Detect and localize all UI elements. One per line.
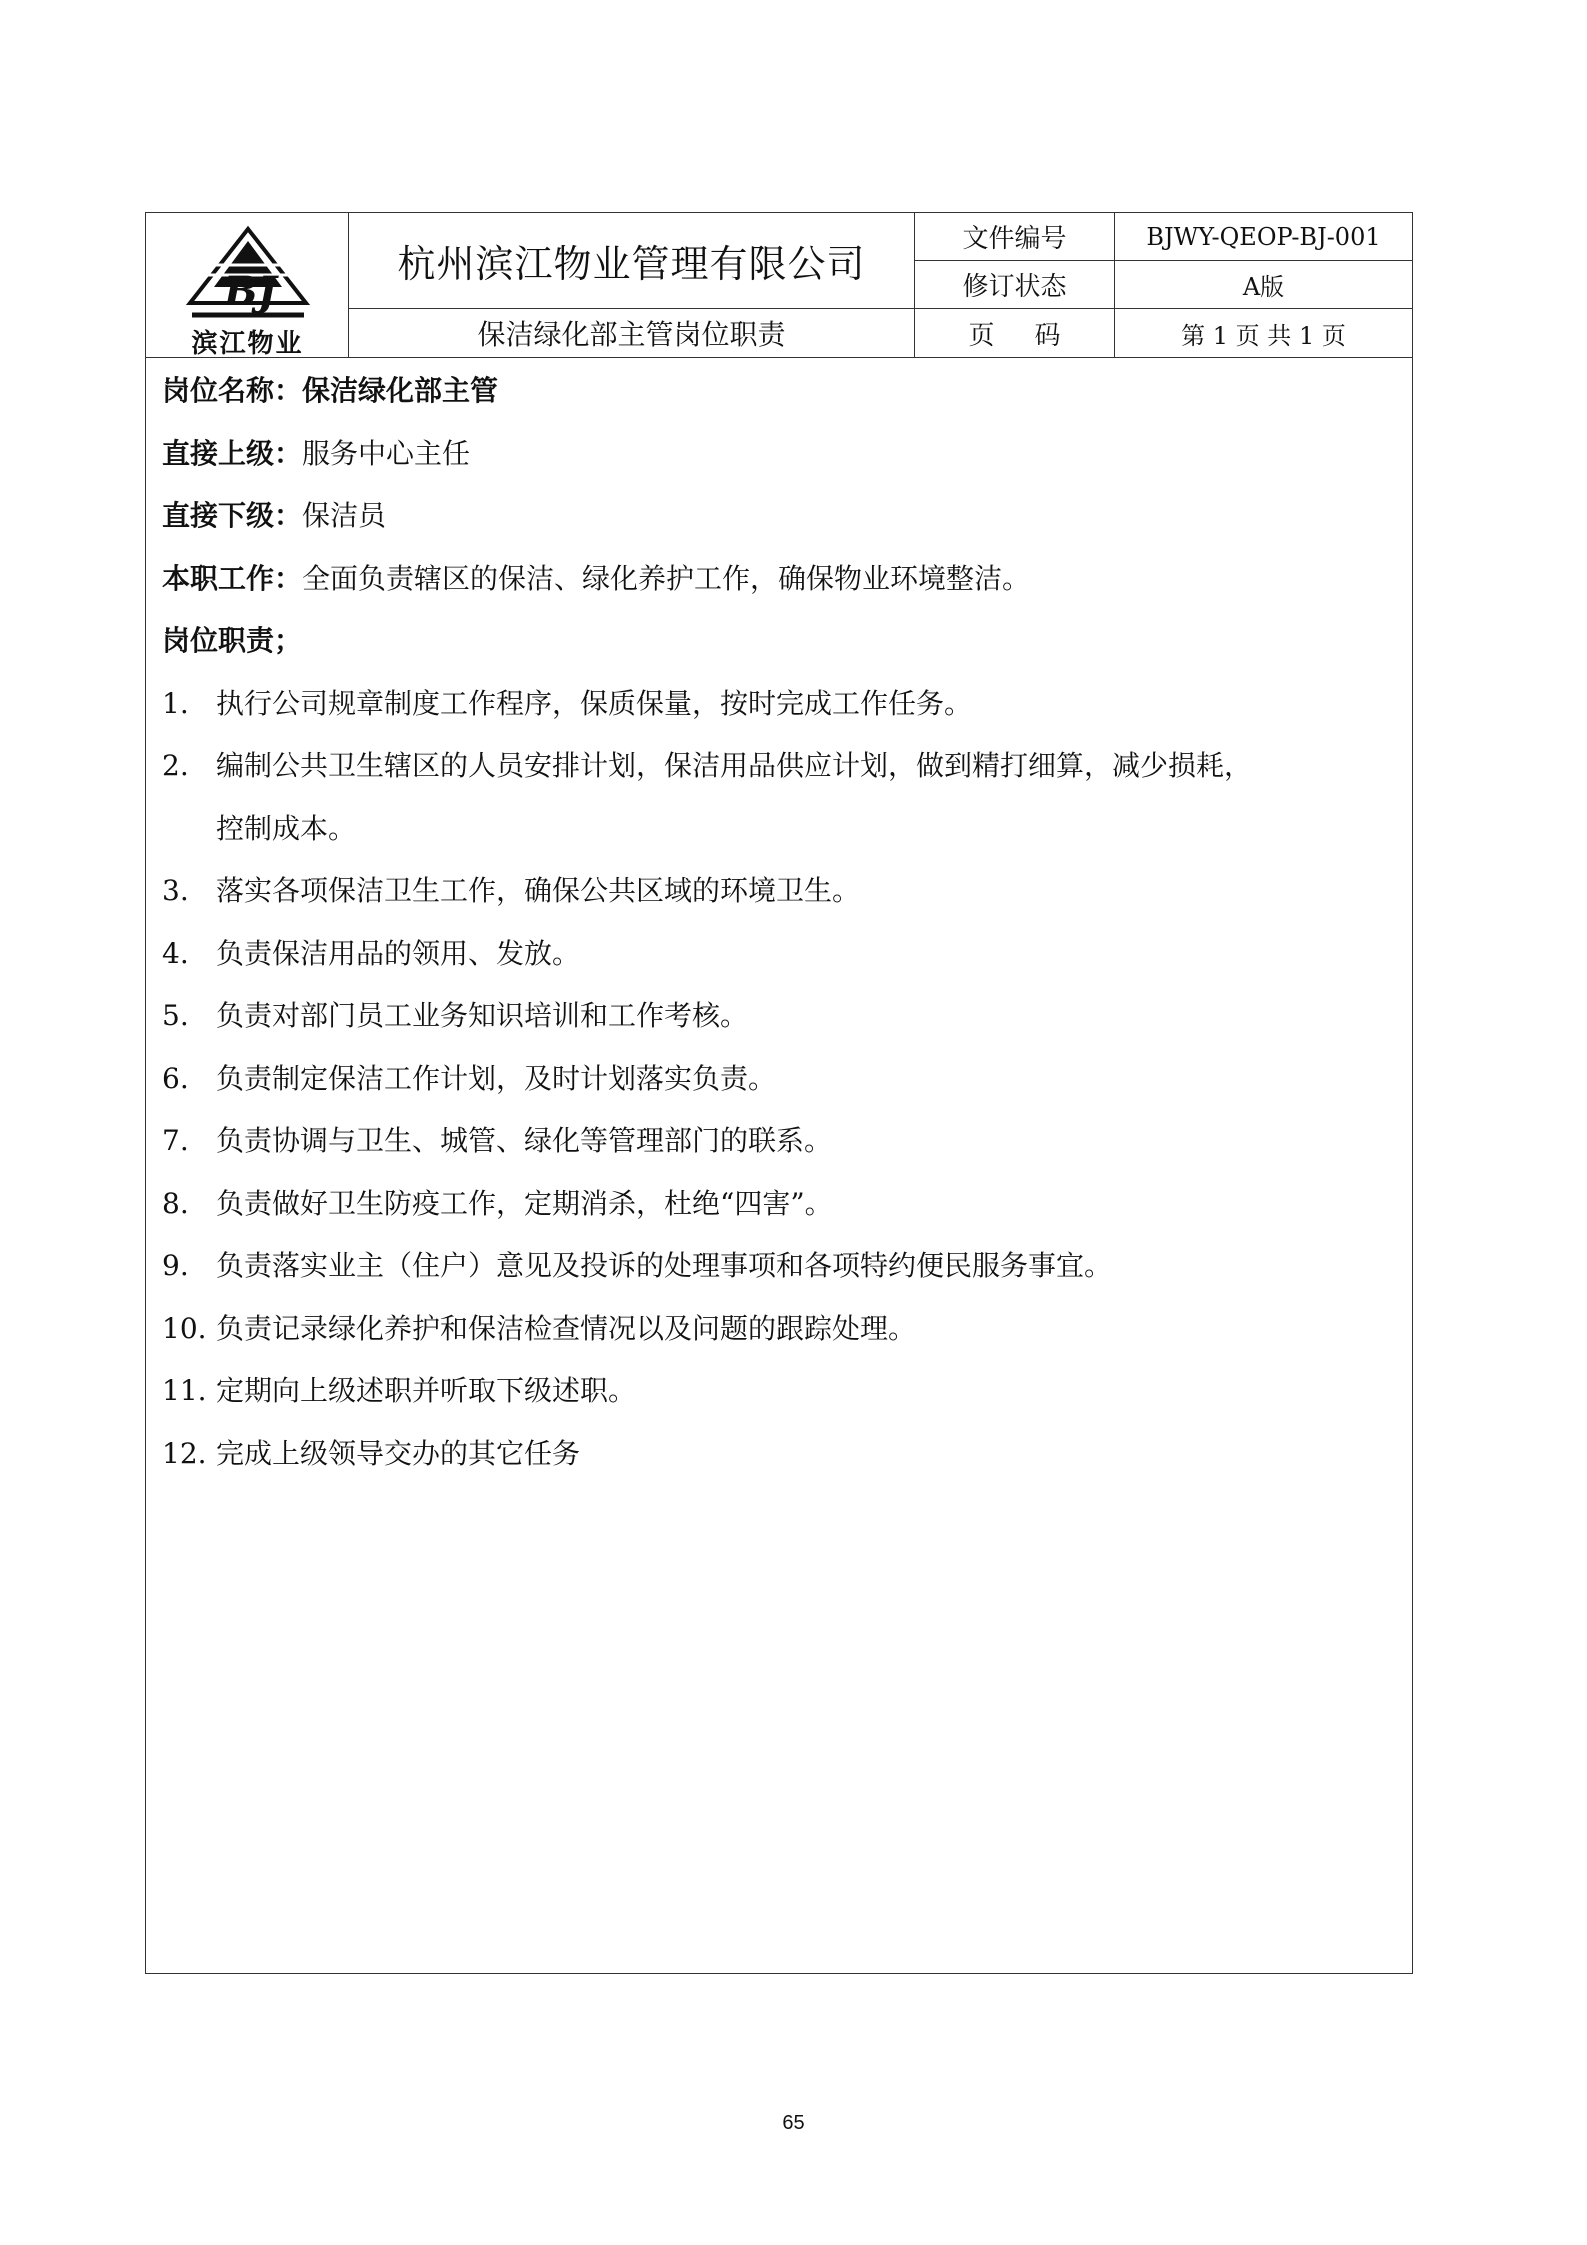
file-number-value: BJWY-QEOP-BJ-001: [1115, 213, 1412, 261]
page-number: 65: [782, 2112, 805, 2134]
duties-label: 岗位职责；: [162, 624, 303, 657]
duty-item: 8. 负责做好卫生防疫工作，定期消杀，杜绝“四害”。: [162, 1187, 833, 1220]
duty-item: 12. 完成上级领导交办的其它任务: [162, 1437, 581, 1470]
document-frame: [145, 212, 1413, 1974]
svg-text:BJ: BJ: [224, 268, 277, 315]
duty-item: 2. 编制公共卫生辖区的人员安排计划，保洁用品供应计划，做到精打细算，减少损耗，: [162, 749, 1253, 782]
duty-item: 7. 负责协调与卫生、城管、绿化等管理部门的联系。: [162, 1124, 833, 1157]
direct-superior-row: [162, 434, 470, 474]
duty-item: 9. 负责落实业主（住户）意见及投诉的处理事项和各项特约便民服务事宜。: [162, 1249, 1113, 1282]
main-work-row: [162, 559, 1030, 599]
direct-superior-value: 服务中心主任: [302, 437, 471, 470]
direct-subordinate-label: 直接下级：: [162, 499, 303, 532]
duty-item: 10. 负责记录绿化养护和保洁检查情况以及问题的跟踪处理。: [162, 1312, 917, 1345]
logo-text: 滨江物业: [191, 329, 304, 359]
duty-item-continuation: 控制成本。: [216, 812, 357, 845]
revision-value: A版: [1115, 261, 1412, 309]
duty-item: 5. 负责对部门员工业务知识培训和工作考核。: [162, 999, 749, 1032]
duties-heading: [162, 621, 302, 661]
page-label: 页码: [915, 309, 1115, 357]
revision-label: 修订状态: [915, 261, 1115, 309]
duty-item: 6. 负责制定保洁工作计划，及时计划落实负责。: [162, 1062, 777, 1095]
duty-item: 4. 负责保洁用品的领用、发放。: [162, 937, 581, 970]
direct-superior-label: 直接上级：: [162, 437, 303, 470]
logo-cell: [146, 213, 349, 357]
company-name: 杭州滨江物业管理有限公司: [349, 213, 915, 309]
duty-item: 11. 定期向上级述职并听取下级述职。: [162, 1374, 637, 1407]
page-value: 第 1 页 共 1 页: [1181, 321, 1346, 350]
direct-subordinate-row: [162, 496, 386, 536]
file-number-label: 文件编号: [915, 213, 1115, 261]
duty-item: 1. 执行公司规章制度工作程序，保质保量，按时完成工作任务。: [162, 687, 973, 720]
position-name-row: [162, 371, 498, 411]
main-work-value: 全面负责辖区的保洁、绿化养护工作，确保物业环境整洁。: [302, 562, 1031, 595]
position-name-value: 保洁绿化部主管: [302, 374, 499, 407]
position-name-label: 岗位名称：: [162, 374, 303, 407]
duty-item: 3. 落实各项保洁卫生工作，确保公共区域的环境卫生。: [162, 874, 861, 907]
direct-subordinate-value: 保洁员: [302, 499, 387, 532]
document-header: [146, 213, 1412, 358]
company-logo-icon: [184, 225, 312, 323]
document-title: 保洁绿化部主管岗位职责: [349, 309, 915, 357]
main-work-label: 本职工作：: [162, 562, 303, 595]
